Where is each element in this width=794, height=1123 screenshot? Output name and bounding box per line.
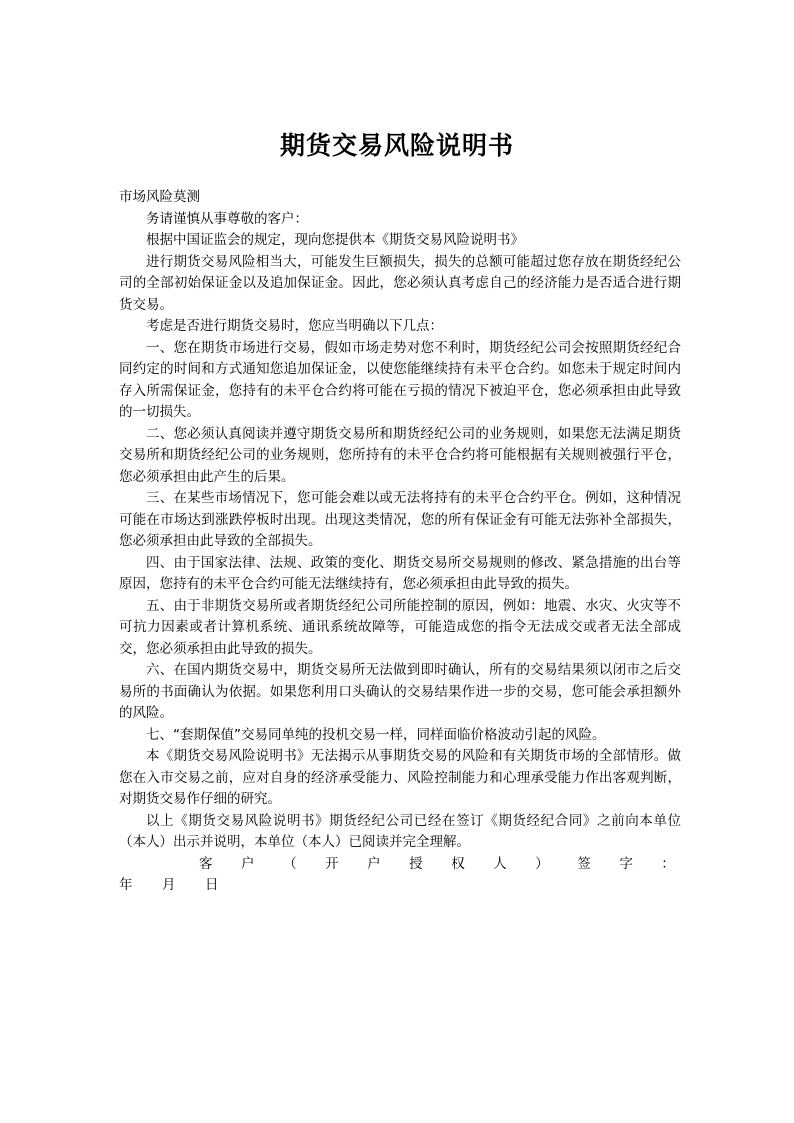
- paragraph: 一、您在期货市场进行交易，假如市场走势对您不利时，期货经纪公司会按照期货经纪合同约定的时间和方式通知您追加保证金，以使您能继续持有未平仓合约。如您未于规定时间内存入所需保证金，您持有的未平仓合约将可能在亏损的情况下被迫平仓，您必须承担由此导致的一切损失。: [119, 339, 681, 420]
- signature-char: 户: [367, 855, 381, 872]
- signature-char: 字: [619, 855, 633, 872]
- date-char: 年: [119, 877, 133, 893]
- paragraph-list: [119, 187, 681, 854]
- signature-char: 开: [325, 855, 339, 872]
- paragraph: 进行期货交易风险相当大，可能发生巨额损失，损失的总额可能超过您存放在期货经纪公司的全部初始保证金以及追加保证金。因此，您必须认真考虑自己的经济能力是否适合进行期货交易。: [119, 253, 681, 313]
- paragraph: 七、“套期保值”交易同单纯的投机交易一样，同样面临价格波动引起的风险。: [146, 726, 606, 743]
- paragraph: 市场风险莫测: [119, 189, 200, 205]
- signature-line: [119, 854, 681, 876]
- date-char: 日: [205, 877, 219, 893]
- signature-char: 授: [409, 855, 423, 872]
- paragraph: 以上《期货交易风险说明书》期货经纪公司已经在签订《期货经纪合同》之前向本单位（本人）出示并说明，本单位（本人）已阅读并完全理解。: [119, 812, 681, 850]
- signature-char: 签: [577, 855, 591, 872]
- date-char: 月: [162, 877, 176, 893]
- signature-char: ）: [535, 855, 549, 872]
- signature-char: 客: [199, 855, 213, 872]
- paragraph: 二、您必须认真阅读并遵守期货交易所和期货经纪公司的业务规则，如果您无法满足期货交易所和期货经纪公司的业务规则，您所持有的未平仓合约将可能根据有关规则被强行平仓，您必须承担由此产生的后果。: [119, 425, 681, 485]
- signature-char: 户: [241, 855, 255, 872]
- signature-char: 权: [451, 855, 465, 872]
- paragraph: 四、由于国家法律、法规、政策的变化、期货交易所交易规则的修改、紧急措施的出台等原因，您持有的未平仓合约可能无法继续持有，您必须承担由此导致的损失。: [119, 554, 681, 592]
- paragraph: 务请谨慎从事尊敬的客户：: [146, 210, 308, 227]
- date-line: [119, 875, 681, 897]
- signature-char: （: [283, 855, 297, 872]
- paragraph: 考虑是否进行期货交易时，您应当明确以下几点：: [146, 318, 443, 334]
- paragraph: 本《期货交易风险说明书》无法揭示从事期货交易的风险和有关期货市场的全部情形。做您在入市交易之前，应对自身的经济承受能力、风险控制能力和心理承受能力作出客观判断，对期货交易作仔细的研究。: [119, 748, 681, 807]
- paragraph: 根据中国证监会的规定，现向您提供本《期货交易风险说明书》: [146, 232, 524, 248]
- signature-char: 人: [493, 855, 507, 872]
- document-body: [119, 187, 681, 897]
- paragraph: 六、在国内期货交易中，期货交易所无法做到即时确认，所有的交易结果须以闭市之后交易所的书面确认为依据。如果您利用口头确认的交易结果作进一步的交易，您可能会承担额外的风险。: [119, 662, 681, 721]
- paragraph: 五、由于非期货交易所或者期货经纪公司所能控制的原因，例如：地震、水灾、火灾等不可抗力因素或者计算机系统、通讯系统故障等，可能造成您的指令无法成交或者无法全部成交，您必须承担由此导致的损失。: [119, 597, 681, 657]
- paragraph: 三、在某些市场情况下，您可能会难以或无法将持有的未平仓合约平仓。例如，这种情况可能在市场达到涨跌停板时出现。出现这类情况，您的所有保证金有可能无法弥补全部损失，您必须承担由此导致的全部损失。: [119, 490, 681, 549]
- document-title: 期货交易风险说明书: [279, 131, 514, 160]
- signature-char: ：: [661, 855, 675, 872]
